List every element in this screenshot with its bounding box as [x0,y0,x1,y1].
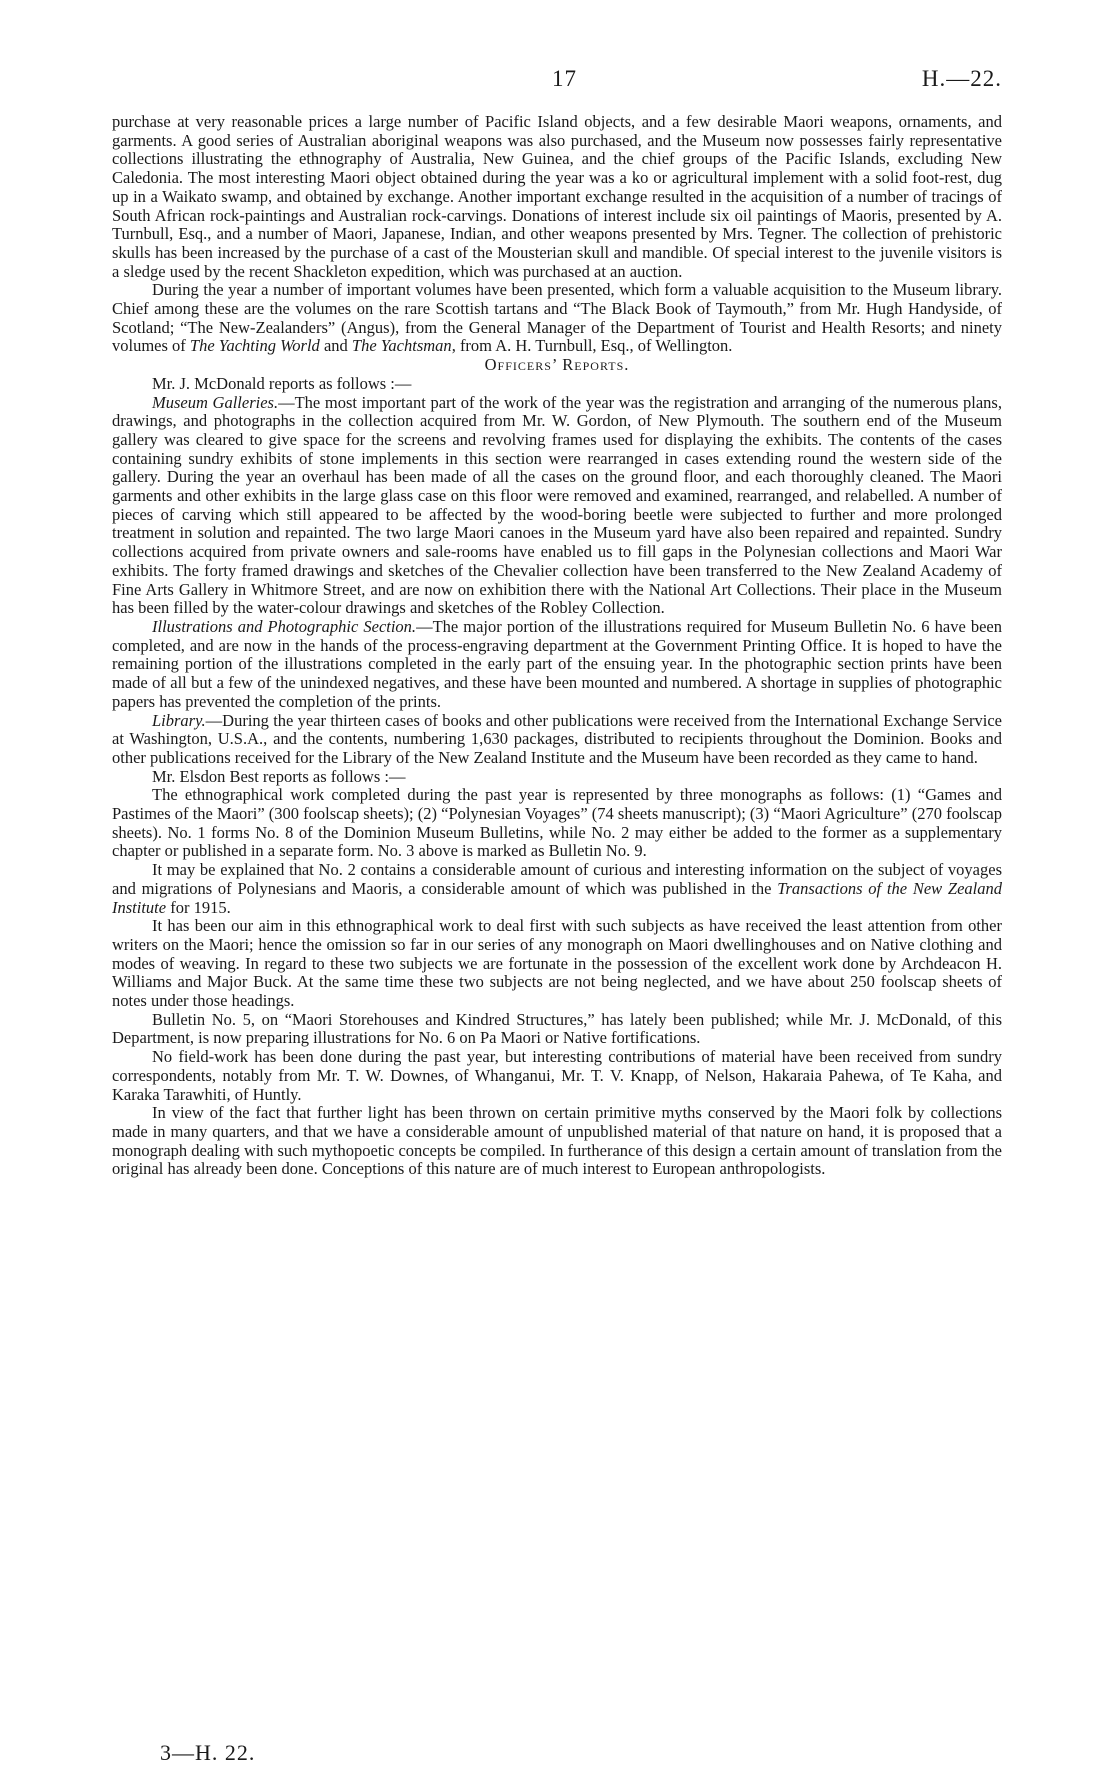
signature-mark: 3—H. 22. [160,1740,256,1765]
paragraph-acquisitions: purchase at very reasonable prices a large number of Pacific Island objects, and a few desirable Maori weapons, ornaments, and garments. A good series of Australian aboriginal weapons was also purchased, and the Museum now possesses fairly representative collections illustrating the ethnography of Australia, New Guinea, and the chief groups of the Pacific Islands, excluding New Caledonia. The most interesting Maori object obtained during the year was a ko or agricultural implement with a solid foot-rest, dug up in a Waikato swamp, and obtained by exchange. Another important exchange resulted in the acquisition of a number of tracings of South African rock-paintings and Australian rock-carvings. Donations of interest include six oil paintings of Maoris, presented by A. Turnbull, Esq., and a number of Maori, Japanese, Indian, and other weapons presented by Mrs. Tegner. The collection of prehistoric skulls has been increased by the purchase of a cast of the Mousterian skull and mandible. Of special interest to the juvenile visitors is a sledge used by the recent Shackleton expedition, which was purchased at an auction. [112,112,1002,281]
paragraph-ethnographical-aim: It has been our aim in this ethnographical work to deal first with such subjects as have received the least attention from other writers on the Maori; hence the omission so far in our series of any monograph on Maori dwellinghouses and on Native clothing and modes of weaving. In regard to these two subjects we are fortunate in the possession of the excellent work done by Archdeacon H. Williams and Major Buck. At the same time these two subjects are not being neglected, and we have about 250 foolscap sheets of notes under those headings. [112,916,1002,1011]
subsection-label: Museum Galleries. [152,392,279,412]
paragraph-text: —During the year thirteen cases of books and other publications were received from the International Exchange Service at Washington, U.S.A., and the contents, numbering 1,630 packages, distributed to recipients throughout the Dominion. Books and other publications received for the Library of the New Zealand Institute and the Museum have been recorded as they came to hand. [112,710,1002,767]
paragraph-field-work: No field-work has been done during the past year, but interesting contributions of material have been received from sundry correspondents, notably from Mr. T. W. Downes, of Whanganui, Mr. T. V. Knapp, of Nelson, Hakaraia Pahewa, of Te Kaha, and Karaka Tarawhiti, of Huntly. [112,1047,1002,1104]
paragraph-bulletin-5: Bulletin No. 5, on “Maori Storehouses and Kindred Structures,” has lately been published; while Mr. J. McDonald, of this Department, is now preparing illustrations for No. 6 on Pa Maori or Native fortifications. [112,1009,1002,1048]
subsection-label: Illustrations and Photographic Section. [152,616,417,636]
publication-title: The Yachtsman [351,336,452,356]
paragraph-monographs: The ethnographical work completed during the past year is represented by three monographs as follows: (1) “Games and Pastimes of the Maori” (300 foolscap sheets); (2) “Polynesian Voyages” (74 sheets manuscript); (3) “Maori Agriculture” (270 foolscap sheets). No. 1 forms No. 8 of the Dominion Museum Bulletins, while No. 2 may either be added to the former as a supplementary chapter or published in a separate form. No. 3 above is marked as Bulletin No. 9. [112,785,1002,861]
paragraph-illustrations [112,618,1002,712]
publication-title: Transactions of the New Zealand Institute [112,878,1002,917]
paragraph-myths: In view of the fact that further light has been thrown on certain primitive myths conserved by the Maori folk by collections made in many quarters, and that we have a considerable amount of unpublished material of that nature on hand, it is proposed that a monograph dealing with such mythopoetic concepts be compiled. In furtherance of this design a certain amount of translation from the original has already been done. Conceptions of this nature are of much interest to European anthropologists. [112,1103,1002,1179]
publication-title: The Yachting World [189,336,320,356]
paragraph-text: —The most important part of the work of the year was the registration and arranging of the numerous plans, drawings, and photographs in the collection acquired from Mr. W. Gordon, of New Plymouth. The southern end of the Museum gallery was cleared to give space for the screens and revolving frames used for displaying the exhibits. The contents of the cases containing sundry exhibits of stone implements in this section were rearranged in cases extending round the western side of the gallery. During the year an overhaul has been made of all the cases on the ground floor, and each thoroughly cleaned. The Maori garments and other exhibits in the large glass case on this floor were removed and examined, rearranged, and relabelled. A number of pieces of carving which still appeared to be affected by the wood-boring beetle were subjected to further and more prolonged treatment in solution and repainted. The two large Maori canoes in the Museum yard have also been repaired and repainted. Sundry collections acquired from private owners and sale-rooms have enabled us to fill gaps in the Polynesian collections and Maori War exhibits. The forty framed drawings and sketches of the Chevalier collection have been transferred to the New Zealand Academy of Fine Arts Gallery in Whitmore Street, and are now on exhibition there with the National Art Collections. Their place in the Museum has been filled by the water-colour drawings and sketches of the Robley Collection. [112,392,1002,618]
paragraph-text: It may be explained that No. 2 contains a considerable amount of curious and interesting information on the subject of voyages and migrations of Polynesians and Maoris, a considerable amount of which was published in the [112,860,1002,898]
paragraph-library [112,712,1002,768]
body-text [112,113,1002,1179]
paragraph-mcdonald-intro: Mr. J. McDonald reports as follows :— [152,373,412,393]
page-number: 17 [552,66,577,91]
paragraph-text: During the year a number of important volumes have been presented, which form a valuable acquisition to the Museum library. Chief among these are the volumes on the rare Scottish tartans and “The Black Book of Taymouth,” from Mr. Hugh Handyside, of Scotland; “The New-Zealanders” (Angus), from the General Manager of the Department of Tourist and Health Resorts; and ninety volumes of [112,280,1002,356]
paragraph-best-intro: Mr. Elsdon Best reports as follows :— [152,766,406,786]
document-reference: H.—22. [921,66,1002,91]
paragraph-text: , from A. H. Turnbull, Esq., of Wellington. [451,336,733,356]
paragraph-text: and [319,336,352,356]
paragraph-text: for 1915. [166,897,231,917]
section-heading: Officers’ Reports. [484,355,630,375]
paragraph-museum-galleries [112,394,1002,618]
paragraph-library-donations [112,281,1002,356]
paragraph-voyages [112,861,1002,917]
page-header [112,66,1002,96]
paragraph-text: —The major portion of the illustrations required for Museum Bulletin No. 6 have been completed, and are now in the hands of the process-engraving department at the Government Printing Office. It is hoped to have the remaining portion of the illustrations completed in the early part of the ensuing year. In the photographic section prints have been made of all but a few of the unindexed negatives, and these have been mounted and numbered. A shortage in supplies of photographic papers has prevented the completion of the prints. [112,616,1002,711]
subsection-label: Library. [152,710,206,730]
